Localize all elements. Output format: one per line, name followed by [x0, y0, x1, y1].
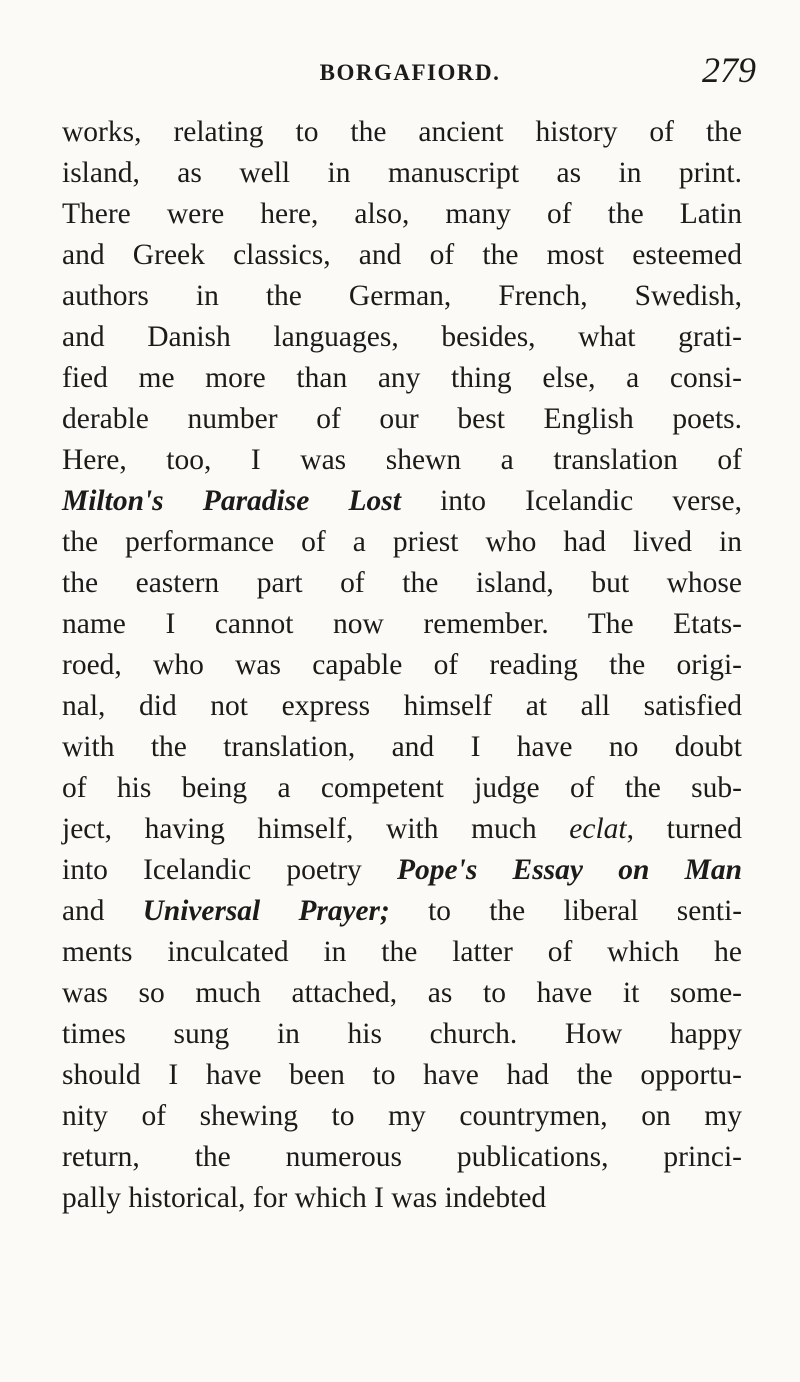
text-line: [62, 1096, 742, 1137]
text-segment: the performance of a priest who had lived in: [62, 526, 742, 558]
text-line: [62, 235, 742, 276]
text-line: [62, 727, 742, 768]
text-segment: times sung in his church. How happy: [62, 1018, 742, 1050]
text-line: [62, 399, 742, 440]
text-line: [62, 317, 742, 358]
text-segment: and: [62, 895, 143, 927]
text-segment: of his being a competent judge of the sub-: [62, 772, 742, 804]
text-line: [62, 1178, 742, 1219]
text-segment: There were here, also, many of the Latin: [62, 198, 742, 230]
text-line: [62, 440, 742, 481]
text-segment: fied me more than any thing else, a consi-: [62, 362, 742, 394]
text-segment: ments inculcated in the latter of which he: [62, 936, 742, 968]
text-segment: and Greek classics, and of the most esteemed: [62, 239, 742, 271]
text-segment: into Icelandic verse,: [400, 485, 742, 517]
text-line: [62, 112, 742, 153]
text-line: [62, 358, 742, 399]
body-text: [62, 112, 742, 1219]
text-line: [62, 932, 742, 973]
text-line: [62, 153, 742, 194]
text-line: [62, 686, 742, 727]
emphasized-word: eclat: [569, 813, 627, 845]
text-line: [62, 1137, 742, 1178]
text-line: [62, 850, 742, 891]
page-number: 279: [702, 50, 756, 90]
text-segment: should I have been to have had the opportu-: [62, 1059, 742, 1091]
text-line: [62, 809, 742, 850]
text-line: [62, 276, 742, 317]
text-segment: return, the numerous publications, princi-: [62, 1141, 742, 1173]
text-segment: derable number of our best English poets.: [62, 403, 742, 435]
text-line: [62, 481, 742, 522]
text-segment: , turned: [626, 813, 742, 845]
text-segment: nity of shewing to my countrymen, on my: [62, 1100, 742, 1132]
text-segment: pally historical, for which I was indebted: [62, 1182, 547, 1214]
work-title: Milton's Paradise Lost: [62, 485, 401, 517]
text-segment: the eastern part of the island, but whose: [62, 567, 742, 599]
text-line: [62, 522, 742, 563]
text-line: [62, 194, 742, 235]
text-line: [62, 1014, 742, 1055]
text-segment: Here, too, I was shewn a translation of: [62, 444, 742, 476]
text-line: [62, 973, 742, 1014]
text-segment: into Icelandic poetry: [62, 854, 398, 886]
text-segment: to the liberal senti-: [389, 895, 742, 927]
text-line: [62, 768, 742, 809]
text-segment: island, as well in manuscript as in print.: [62, 157, 742, 189]
text-line: [62, 563, 742, 604]
running-head: [60, 50, 760, 98]
text-line: [62, 891, 742, 932]
text-segment: and Danish languages, besides, what grati-: [62, 321, 742, 353]
text-segment: with the translation, and I have no doubt: [62, 731, 742, 763]
text-segment: authors in the German, French, Swedish,: [62, 280, 742, 312]
text-line: [62, 1055, 742, 1096]
text-line: [62, 604, 742, 645]
running-title: BORGAFIORD.: [319, 60, 501, 85]
work-title: Pope's Essay on Man: [397, 854, 742, 886]
text-segment: ject, having himself, with much: [62, 813, 570, 845]
text-segment: nal, did not express himself at all satisfied: [62, 690, 742, 722]
text-line: [62, 645, 742, 686]
text-segment: was so much attached, as to have it some-: [62, 977, 742, 1009]
text-segment: roed, who was capable of reading the origi-: [62, 649, 742, 681]
text-segment: works, relating to the ancient history of the: [62, 116, 742, 148]
text-segment: name I cannot now remember. The Etats-: [62, 608, 742, 640]
work-title: Universal Prayer;: [142, 895, 390, 927]
